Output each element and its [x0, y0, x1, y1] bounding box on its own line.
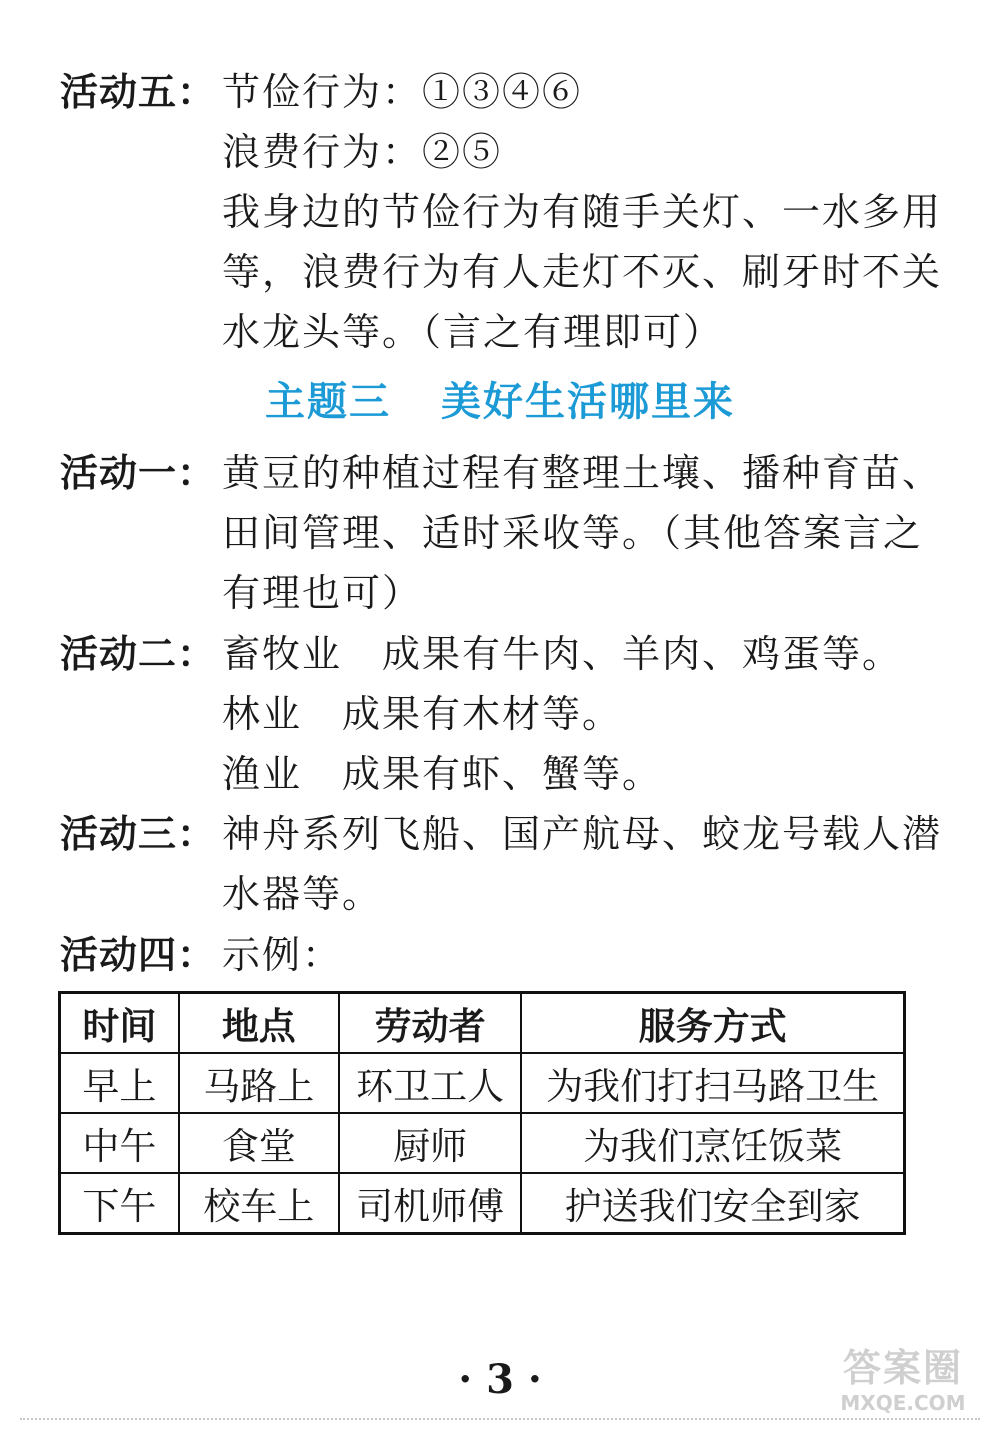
industry-result: 成果有木材等。	[342, 692, 623, 736]
labor-example-table	[58, 991, 906, 1235]
activity-2	[60, 624, 960, 804]
industry-result: 成果有虾、蟹等。	[342, 752, 663, 796]
activity-4-text: 示例：	[222, 933, 343, 977]
site-watermark	[828, 1345, 978, 1415]
table-cell: 为我们烹饪饭菜	[521, 1113, 904, 1173]
table-row	[60, 1173, 905, 1234]
table-cell: 环卫工人	[339, 1053, 521, 1113]
activity-3-line: 神舟系列飞船、国产航母、蛟龙号载人潜	[222, 812, 943, 856]
column-header-place: 地点	[179, 993, 339, 1054]
activity-5-line: 我身边的节俭行为有随手关灯、一水多用	[222, 190, 943, 234]
watermark-url: MXQE.COM	[840, 1391, 966, 1415]
activity-2-line	[222, 744, 960, 804]
table-cell: 早上	[60, 1053, 179, 1113]
table-row	[60, 1053, 905, 1113]
section-heading	[0, 372, 1000, 432]
column-header-worker: 劳动者	[339, 993, 521, 1054]
activity-4	[60, 925, 960, 985]
table-cell: 校车上	[179, 1173, 339, 1234]
page-number: · 3 ·	[458, 1356, 542, 1403]
table-cell: 厨师	[339, 1113, 521, 1173]
activity-1-line: 黄豆的种植过程有整理土壤、播种育苗、	[222, 451, 943, 495]
column-header-service: 服务方式	[521, 993, 904, 1054]
activity-3-text	[222, 804, 960, 924]
industry-name: 林业	[222, 692, 303, 736]
activity-1	[60, 443, 960, 623]
activity-2-label: 活动二：	[60, 632, 217, 676]
section-theme: 主题三	[265, 379, 391, 425]
table-cell: 中午	[60, 1113, 179, 1173]
section-title: 美好生活哪里来	[441, 379, 735, 425]
table-cell: 司机师傅	[339, 1173, 521, 1234]
activity-3-line: 水器等。	[222, 872, 383, 916]
activity-1-label: 活动一：	[60, 451, 217, 495]
activity-1-text	[222, 443, 960, 623]
footer-divider	[20, 1418, 980, 1420]
industry-result: 成果有牛肉、羊肉、鸡蛋等。	[382, 632, 903, 676]
activity-5-line: 节俭行为：①③④⑥	[222, 70, 583, 114]
column-header-time: 时间	[60, 993, 179, 1054]
activity-5-line: 浪费行为：②⑤	[222, 130, 503, 174]
table-row	[60, 1113, 905, 1173]
industry-name: 渔业	[222, 752, 303, 796]
activity-3	[60, 804, 960, 924]
watermark-logo: 答案圈	[842, 1346, 963, 1390]
activity-5-label: 活动五：	[60, 70, 217, 114]
activity-1-line: 田间管理、适时采收等。（其他答案言之	[222, 511, 924, 555]
activity-2-line	[222, 624, 960, 684]
table-cell: 下午	[60, 1173, 179, 1234]
activity-1-line: 有理也可）	[222, 571, 423, 615]
table-header-row	[60, 993, 905, 1054]
table-cell: 马路上	[179, 1053, 339, 1113]
activity-4-label: 活动四：	[60, 933, 217, 977]
industry-name: 畜牧业	[222, 632, 343, 676]
activity-2-text	[222, 624, 960, 804]
activity-3-label: 活动三：	[60, 812, 217, 856]
activity-5-text	[222, 62, 960, 362]
table-cell: 食堂	[179, 1113, 339, 1173]
activity-5-line: 水龙头等。（言之有理即可）	[222, 310, 724, 354]
table-cell: 为我们打扫马路卫生	[521, 1053, 904, 1113]
activity-5-line: 等，浪费行为有人走灯不灭、刷牙时不关	[222, 250, 943, 294]
table-cell: 护送我们安全到家	[521, 1173, 904, 1234]
activity-2-line	[222, 684, 960, 744]
activity-5	[60, 62, 960, 362]
